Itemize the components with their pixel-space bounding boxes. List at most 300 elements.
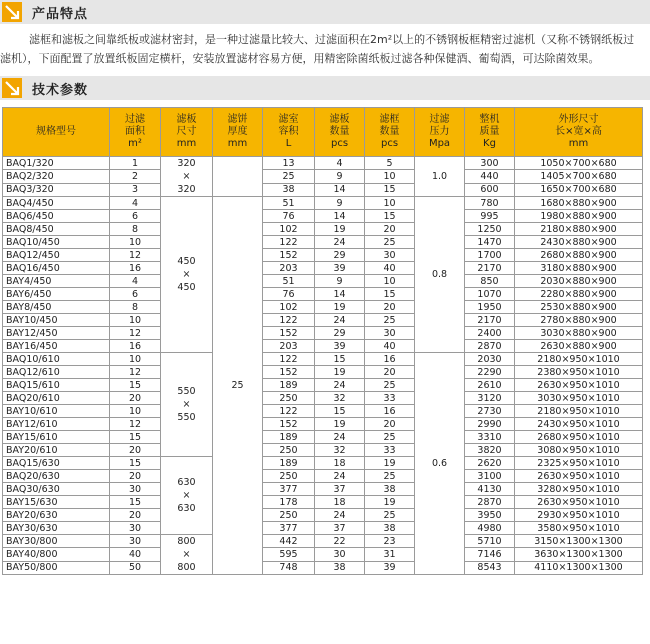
header-line: 压力 [429, 126, 450, 137]
area-cell: 15 [110, 496, 161, 509]
cake-thickness-cell [213, 197, 263, 575]
header-line: pcs [330, 138, 349, 149]
header-cell [263, 108, 315, 157]
volume-cell: 152 [263, 249, 315, 262]
weight-cell: 1070 [465, 288, 515, 301]
frame-count-cell: 40 [365, 340, 415, 353]
frame-count-cell: 25 [365, 314, 415, 327]
plate-size-cell [161, 157, 213, 197]
volume-cell: 152 [263, 327, 315, 340]
weight-cell: 2620 [465, 457, 515, 470]
weight-cell: 850 [465, 275, 515, 288]
plate-count-cell: 9 [315, 275, 365, 288]
weight-cell: 3310 [465, 431, 515, 444]
table-row [3, 314, 643, 327]
weight-cell: 4130 [465, 483, 515, 496]
weight-cell: 300 [465, 157, 515, 170]
area-cell: 30 [110, 535, 161, 548]
plate-count-cell: 37 [315, 522, 365, 535]
model-cell: BAQ20/610 [3, 392, 110, 405]
model-cell: BAQ2/320 [3, 170, 110, 183]
table-body [3, 157, 643, 575]
area-cell: 30 [110, 522, 161, 535]
area-cell: 20 [110, 509, 161, 522]
plate-count-cell: 15 [315, 405, 365, 418]
features-text-line2: 滤机），下面配置了放置纸板固定横杆，安装放置滤材容易方便，用精密除菌纸板过滤各种保健酒、葡萄酒，可达除菌效果。 [0, 52, 600, 65]
plate-size-cell-line: 800 [177, 536, 196, 547]
weight-cell: 3100 [465, 470, 515, 483]
frame-count-cell: 16 [365, 353, 415, 366]
frame-count-cell: 10 [365, 275, 415, 288]
header-cell [415, 108, 465, 157]
table-row [3, 561, 643, 574]
plate-count-cell: 30 [315, 548, 365, 561]
area-cell: 40 [110, 548, 161, 561]
weight-cell: 8543 [465, 561, 515, 574]
header-line: 容积 [278, 126, 299, 137]
model-cell: BAY8/450 [3, 301, 110, 314]
dimensions-cell: 3630×1300×1300 [515, 548, 643, 561]
model-cell: BAY20/630 [3, 509, 110, 522]
weight-cell: 2730 [465, 405, 515, 418]
plate-size-cell [161, 197, 213, 353]
area-cell: 2 [110, 170, 161, 183]
model-cell: BAQ4/450 [3, 197, 110, 210]
table-row [3, 457, 643, 470]
area-cell: 8 [110, 301, 161, 314]
dimensions-cell: 2380×950×1010 [515, 366, 643, 379]
plate-count-cell: 29 [315, 327, 365, 340]
weight-cell: 780 [465, 197, 515, 210]
header-cell [365, 108, 415, 157]
dimensions-cell: 2280×880×900 [515, 288, 643, 301]
dimensions-cell: 2630×950×1010 [515, 496, 643, 509]
volume-cell: 13 [263, 157, 315, 170]
volume-cell: 178 [263, 496, 315, 509]
frame-count-cell: 16 [365, 405, 415, 418]
area-cell: 50 [110, 561, 161, 574]
cake-thickness-cell-line: 25 [231, 380, 244, 391]
pressure-cell [415, 353, 465, 575]
dimensions-cell: 3580×950×1010 [515, 522, 643, 535]
area-cell: 16 [110, 262, 161, 275]
area-cell: 15 [110, 431, 161, 444]
plate-size-cell-line: 630 [177, 503, 196, 514]
area-cell: 12 [110, 366, 161, 379]
table-row [3, 444, 643, 457]
weight-cell: 2170 [465, 314, 515, 327]
volume-cell: 76 [263, 210, 315, 223]
spec-table [2, 107, 643, 575]
dimensions-cell: 1650×700×680 [515, 183, 643, 196]
plate-count-cell: 24 [315, 379, 365, 392]
frame-count-cell: 38 [365, 522, 415, 535]
frame-count-cell: 39 [365, 561, 415, 574]
dimensions-cell: 1680×880×900 [515, 197, 643, 210]
header-line: L [285, 138, 292, 149]
table-row [3, 301, 643, 314]
plate-count-cell: 32 [315, 392, 365, 405]
plate-size-cell-line: 320 [177, 158, 196, 169]
area-cell: 10 [110, 353, 161, 366]
table-row [3, 379, 643, 392]
volume-cell: 250 [263, 392, 315, 405]
volume-cell: 102 [263, 301, 315, 314]
table-row [3, 470, 643, 483]
model-cell: BAQ16/450 [3, 262, 110, 275]
model-cell: BAQ30/630 [3, 483, 110, 496]
model-cell: BAY30/800 [3, 535, 110, 548]
plate-count-cell: 9 [315, 197, 365, 210]
weight-cell: 2610 [465, 379, 515, 392]
weight-cell: 1250 [465, 223, 515, 236]
table-row [3, 249, 643, 262]
plate-count-cell: 24 [315, 236, 365, 249]
model-cell: BAY50/800 [3, 561, 110, 574]
dimensions-cell: 2630×880×900 [515, 340, 643, 353]
weight-cell: 2870 [465, 340, 515, 353]
area-cell: 30 [110, 483, 161, 496]
features-header-bar [0, 0, 650, 24]
params-title: 技术参数 [32, 83, 89, 98]
model-cell: BAQ15/630 [3, 457, 110, 470]
features-description [0, 30, 650, 68]
plate-count-cell: 4 [315, 157, 365, 170]
volume-cell: 102 [263, 223, 315, 236]
area-cell: 16 [110, 340, 161, 353]
volume-cell: 377 [263, 483, 315, 496]
dimensions-cell: 3080×950×1010 [515, 444, 643, 457]
table-row [3, 236, 643, 249]
area-cell: 10 [110, 236, 161, 249]
header-line: Kg [483, 138, 496, 149]
frame-count-cell: 25 [365, 431, 415, 444]
plate-count-cell: 18 [315, 457, 365, 470]
dimensions-cell: 3030×880×900 [515, 327, 643, 340]
table-row [3, 366, 643, 379]
volume-cell: 595 [263, 548, 315, 561]
volume-cell: 203 [263, 340, 315, 353]
frame-count-cell: 30 [365, 249, 415, 262]
model-cell: BAQ8/450 [3, 223, 110, 236]
frame-count-cell: 31 [365, 548, 415, 561]
volume-cell: 748 [263, 561, 315, 574]
features-text-line1: 滤框和滤板之间靠纸板或滤材密封，是一种过滤量比较大、过滤面积在2m²以上的不锈钢板框精密过滤机（又称不锈钢纸板过 [29, 33, 635, 46]
table-row [3, 288, 643, 301]
table-row [3, 157, 643, 170]
table-row [3, 353, 643, 366]
plate-size-cell-line: × [182, 269, 191, 280]
header-line: 滤板 [176, 114, 197, 125]
volume-cell: 250 [263, 444, 315, 457]
plate-count-cell: 19 [315, 223, 365, 236]
volume-cell: 203 [263, 262, 315, 275]
header-line: 质量 [479, 126, 500, 137]
dimensions-cell: 2430×950×1010 [515, 418, 643, 431]
frame-count-cell: 20 [365, 418, 415, 431]
model-cell: BAY16/450 [3, 340, 110, 353]
plate-count-cell: 19 [315, 301, 365, 314]
header-line: 过滤 [125, 114, 145, 125]
plate-count-cell: 29 [315, 249, 365, 262]
header-line: 数量 [329, 126, 350, 137]
plate-count-cell: 19 [315, 366, 365, 379]
volume-cell: 152 [263, 418, 315, 431]
dimensions-cell: 2180×950×1010 [515, 353, 643, 366]
model-cell: BAQ12/450 [3, 249, 110, 262]
model-cell: BAQ12/610 [3, 366, 110, 379]
model-cell: BAQ1/320 [3, 157, 110, 170]
header-line: 尺寸 [176, 126, 197, 137]
plate-size-cell-line: 800 [177, 562, 196, 573]
plate-count-cell: 39 [315, 340, 365, 353]
corner-arrow-icon [2, 78, 22, 98]
header-cell [465, 108, 515, 157]
weight-cell: 3950 [465, 509, 515, 522]
volume-cell: 38 [263, 183, 315, 196]
area-cell: 3 [110, 183, 161, 196]
plate-size-cell-line: × [182, 490, 191, 501]
dimensions-cell: 1405×700×680 [515, 170, 643, 183]
corner-arrow-icon [2, 2, 22, 22]
area-cell: 1 [110, 157, 161, 170]
dimensions-cell: 3030×950×1010 [515, 392, 643, 405]
pressure-cell-line: 1.0 [431, 171, 448, 182]
table-row [3, 483, 643, 496]
weight-cell: 1470 [465, 236, 515, 249]
area-cell: 20 [110, 392, 161, 405]
model-cell: BAY15/630 [3, 496, 110, 509]
volume-cell: 189 [263, 379, 315, 392]
model-cell: BAQ20/630 [3, 470, 110, 483]
table-row [3, 496, 643, 509]
frame-count-cell: 33 [365, 444, 415, 457]
model-cell: BAY15/610 [3, 431, 110, 444]
plate-size-cell [161, 353, 213, 457]
volume-cell: 122 [263, 236, 315, 249]
weight-cell: 4980 [465, 522, 515, 535]
dimensions-cell: 2530×880×900 [515, 301, 643, 314]
area-cell: 12 [110, 249, 161, 262]
dimensions-cell: 2780×880×900 [515, 314, 643, 327]
dimensions-cell: 4110×1300×1300 [515, 561, 643, 574]
table-row [3, 340, 643, 353]
params-header-bar [0, 76, 650, 100]
dimensions-cell: 2030×880×900 [515, 275, 643, 288]
volume-cell: 152 [263, 366, 315, 379]
table-row [3, 392, 643, 405]
model-cell: BAY10/610 [3, 405, 110, 418]
table-row [3, 275, 643, 288]
table-row [3, 183, 643, 196]
pressure-cell [415, 197, 465, 353]
header-line: 面积 [125, 126, 145, 137]
table-row [3, 548, 643, 561]
table-row [3, 418, 643, 431]
volume-cell: 122 [263, 405, 315, 418]
model-cell: BAQ10/610 [3, 353, 110, 366]
header-cell [315, 108, 365, 157]
header-line: 数量 [379, 126, 400, 137]
model-cell: BAY4/450 [3, 275, 110, 288]
model-cell: BAQ3/320 [3, 183, 110, 196]
area-cell: 15 [110, 457, 161, 470]
dimensions-cell: 2630×950×1010 [515, 379, 643, 392]
frame-count-cell: 30 [365, 327, 415, 340]
header-line: 厚度 [227, 126, 248, 137]
volume-cell: 76 [263, 288, 315, 301]
header-cell [213, 108, 263, 157]
model-cell: BAY30/630 [3, 522, 110, 535]
header-line: 滤板 [329, 114, 350, 125]
plate-size-cell-line: 630 [177, 477, 196, 488]
frame-count-cell: 5 [365, 157, 415, 170]
plate-count-cell: 22 [315, 535, 365, 548]
plate-size-cell-line: × [182, 171, 191, 182]
header-line: mm [227, 138, 248, 149]
area-cell: 10 [110, 314, 161, 327]
table-row [3, 405, 643, 418]
header-cell [515, 108, 643, 157]
area-cell: 12 [110, 327, 161, 340]
frame-count-cell: 20 [365, 366, 415, 379]
frame-count-cell: 10 [365, 197, 415, 210]
model-cell: BAY40/800 [3, 548, 110, 561]
area-cell: 4 [110, 197, 161, 210]
plate-count-cell: 24 [315, 314, 365, 327]
header-line: mm [568, 138, 589, 149]
plate-count-cell: 9 [315, 170, 365, 183]
pressure-cell [415, 157, 465, 197]
weight-cell: 2170 [465, 262, 515, 275]
weight-cell: 995 [465, 210, 515, 223]
area-cell: 4 [110, 275, 161, 288]
header-cell [3, 108, 110, 157]
table-row [3, 522, 643, 535]
volume-cell: 250 [263, 470, 315, 483]
pressure-cell-line: 0.8 [431, 269, 448, 280]
weight-cell: 5710 [465, 535, 515, 548]
header-cell [110, 108, 161, 157]
header-line: 过滤 [429, 114, 450, 125]
table-row [3, 535, 643, 548]
frame-count-cell: 15 [365, 288, 415, 301]
header-line: 滤饼 [227, 114, 248, 125]
header-line: 滤框 [379, 114, 400, 125]
frame-count-cell: 15 [365, 210, 415, 223]
frame-count-cell: 38 [365, 483, 415, 496]
table-header-row [3, 108, 643, 157]
area-cell: 15 [110, 379, 161, 392]
table-row [3, 431, 643, 444]
dimensions-cell: 2325×950×1010 [515, 457, 643, 470]
model-cell: BAQ15/610 [3, 379, 110, 392]
plate-count-cell: 18 [315, 496, 365, 509]
frame-count-cell: 25 [365, 236, 415, 249]
weight-cell: 600 [465, 183, 515, 196]
frame-count-cell: 40 [365, 262, 415, 275]
table-row [3, 223, 643, 236]
frame-count-cell: 23 [365, 535, 415, 548]
header-line: mm [176, 138, 197, 149]
area-cell: 8 [110, 223, 161, 236]
plate-count-cell: 14 [315, 210, 365, 223]
area-cell: 6 [110, 210, 161, 223]
volume-cell: 442 [263, 535, 315, 548]
header-line: 外形尺寸 [558, 114, 599, 125]
header-line: 规格型号 [36, 126, 76, 137]
frame-count-cell: 10 [365, 170, 415, 183]
weight-cell: 2290 [465, 366, 515, 379]
volume-cell: 377 [263, 522, 315, 535]
plate-count-cell: 24 [315, 470, 365, 483]
plate-size-cell-line: 550 [177, 412, 196, 423]
plate-count-cell: 14 [315, 288, 365, 301]
dimensions-cell: 2630×950×1010 [515, 470, 643, 483]
dimensions-cell: 1980×880×900 [515, 210, 643, 223]
plate-size-cell [161, 457, 213, 535]
header-line: pcs [380, 138, 399, 149]
frame-count-cell: 25 [365, 379, 415, 392]
area-cell: 20 [110, 444, 161, 457]
volume-cell: 189 [263, 457, 315, 470]
header-line: 整机 [479, 114, 500, 125]
frame-count-cell: 15 [365, 183, 415, 196]
plate-count-cell: 14 [315, 183, 365, 196]
weight-cell: 2400 [465, 327, 515, 340]
dimensions-cell: 3280×950×1010 [515, 483, 643, 496]
plate-size-cell-line: 320 [177, 184, 196, 195]
plate-count-cell: 37 [315, 483, 365, 496]
plate-size-cell-line: 450 [177, 256, 196, 267]
dimensions-cell: 2180×950×1010 [515, 405, 643, 418]
dimensions-cell: 1050×700×680 [515, 157, 643, 170]
frame-count-cell: 25 [365, 509, 415, 522]
model-cell: BAY6/450 [3, 288, 110, 301]
dimensions-cell: 3150×1300×1300 [515, 535, 643, 548]
weight-cell: 3820 [465, 444, 515, 457]
area-cell: 6 [110, 288, 161, 301]
table-row [3, 197, 643, 210]
plate-size-cell-line: 450 [177, 282, 196, 293]
area-cell: 10 [110, 405, 161, 418]
weight-cell: 1700 [465, 249, 515, 262]
area-cell: 20 [110, 470, 161, 483]
plate-count-cell: 24 [315, 509, 365, 522]
frame-count-cell: 19 [365, 496, 415, 509]
plate-count-cell: 24 [315, 431, 365, 444]
weight-cell: 440 [465, 170, 515, 183]
volume-cell: 189 [263, 431, 315, 444]
features-title: 产品特点 [32, 7, 89, 22]
weight-cell: 1950 [465, 301, 515, 314]
volume-cell: 51 [263, 275, 315, 288]
table-row [3, 170, 643, 183]
model-cell: BAY12/450 [3, 327, 110, 340]
cake-thickness-cell [213, 157, 263, 197]
frame-count-cell: 20 [365, 301, 415, 314]
dimensions-cell: 2680×880×900 [515, 249, 643, 262]
plate-count-cell: 39 [315, 262, 365, 275]
model-cell: BAY12/610 [3, 418, 110, 431]
weight-cell: 2030 [465, 353, 515, 366]
plate-size-cell [161, 535, 213, 575]
plate-count-cell: 32 [315, 444, 365, 457]
frame-count-cell: 33 [365, 392, 415, 405]
model-cell: BAQ10/450 [3, 236, 110, 249]
table-row [3, 262, 643, 275]
model-cell: BAQ6/450 [3, 210, 110, 223]
